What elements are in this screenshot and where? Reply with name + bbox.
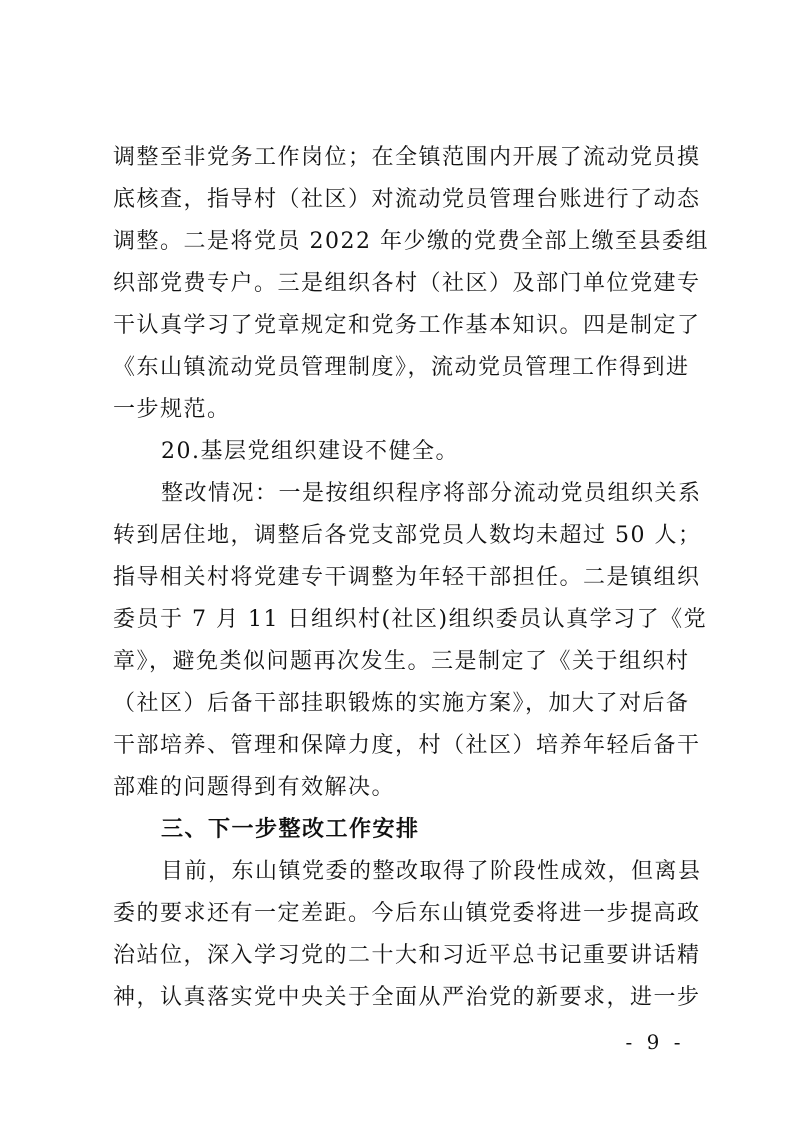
body-text-line: 调整。二是将党员 2022 年少缴的党费全部上缴至县委组 <box>113 229 709 254</box>
body-text-line: 织部党费专户。三是组织各村（社区）及部门单位党建专 <box>113 271 701 296</box>
section-item-title: 20.基层党组织建设不健全。 <box>161 439 459 464</box>
body-text-line: 部难的问题得到有效解决。 <box>113 775 396 800</box>
body-text-line: 指导相关村将党建专干调整为年轻干部担任。二是镇组织 <box>113 565 701 590</box>
body-text-line: 章》，避免类似问题再次发生。三是制定了《关于组织村 <box>113 649 690 674</box>
body-text-line: 干认真学习了党章规定和党务工作基本知识。四是制定了 <box>113 313 701 338</box>
body-text-line: 底核查，指导村（社区）对流动党员管理台账进行了动态 <box>113 187 701 212</box>
body-text-line: 转到居住地，调整后各党支部党员人数均未超过 50 人； <box>113 523 702 548</box>
body-text-line: 神，认真落实党中央关于全面从严治党的新要求，进一步 <box>113 985 701 1010</box>
body-text-line: 干部培养、管理和保障力度，村（社区）培养年轻后备干 <box>113 733 701 758</box>
body-text-line: （社区）后备干部挂职锻炼的实施方案》，加大了对后备 <box>113 691 690 716</box>
body-text-line: 治站位，深入学习党的二十大和习近平总书记重要讲话精 <box>113 943 701 968</box>
body-text-line: 委的要求还有一定差距。今后东山镇党委将进一步提高政 <box>113 901 701 926</box>
body-text-line: 调整至非党务工作岗位；在全镇范围内开展了流动党员摸 <box>113 145 701 170</box>
body-text-line: 目前，东山镇党委的整改取得了阶段性成效，但离县 <box>161 859 702 884</box>
page-number: - 9 - <box>625 1030 685 1054</box>
body-text-line: 《东山镇流动党员管理制度》，流动党员管理工作得到进 <box>113 355 690 380</box>
body-text-line: 整改情况：一是按组织程序将部分流动党员组织关系 <box>161 481 702 506</box>
body-text-line: 一步规范。 <box>113 397 231 422</box>
body-text-line: 委员于 7 月 11 日组织村(社区)组织委员认真学习了《党 <box>113 607 708 632</box>
section-heading: 三、下一步整改工作安排 <box>161 817 420 842</box>
